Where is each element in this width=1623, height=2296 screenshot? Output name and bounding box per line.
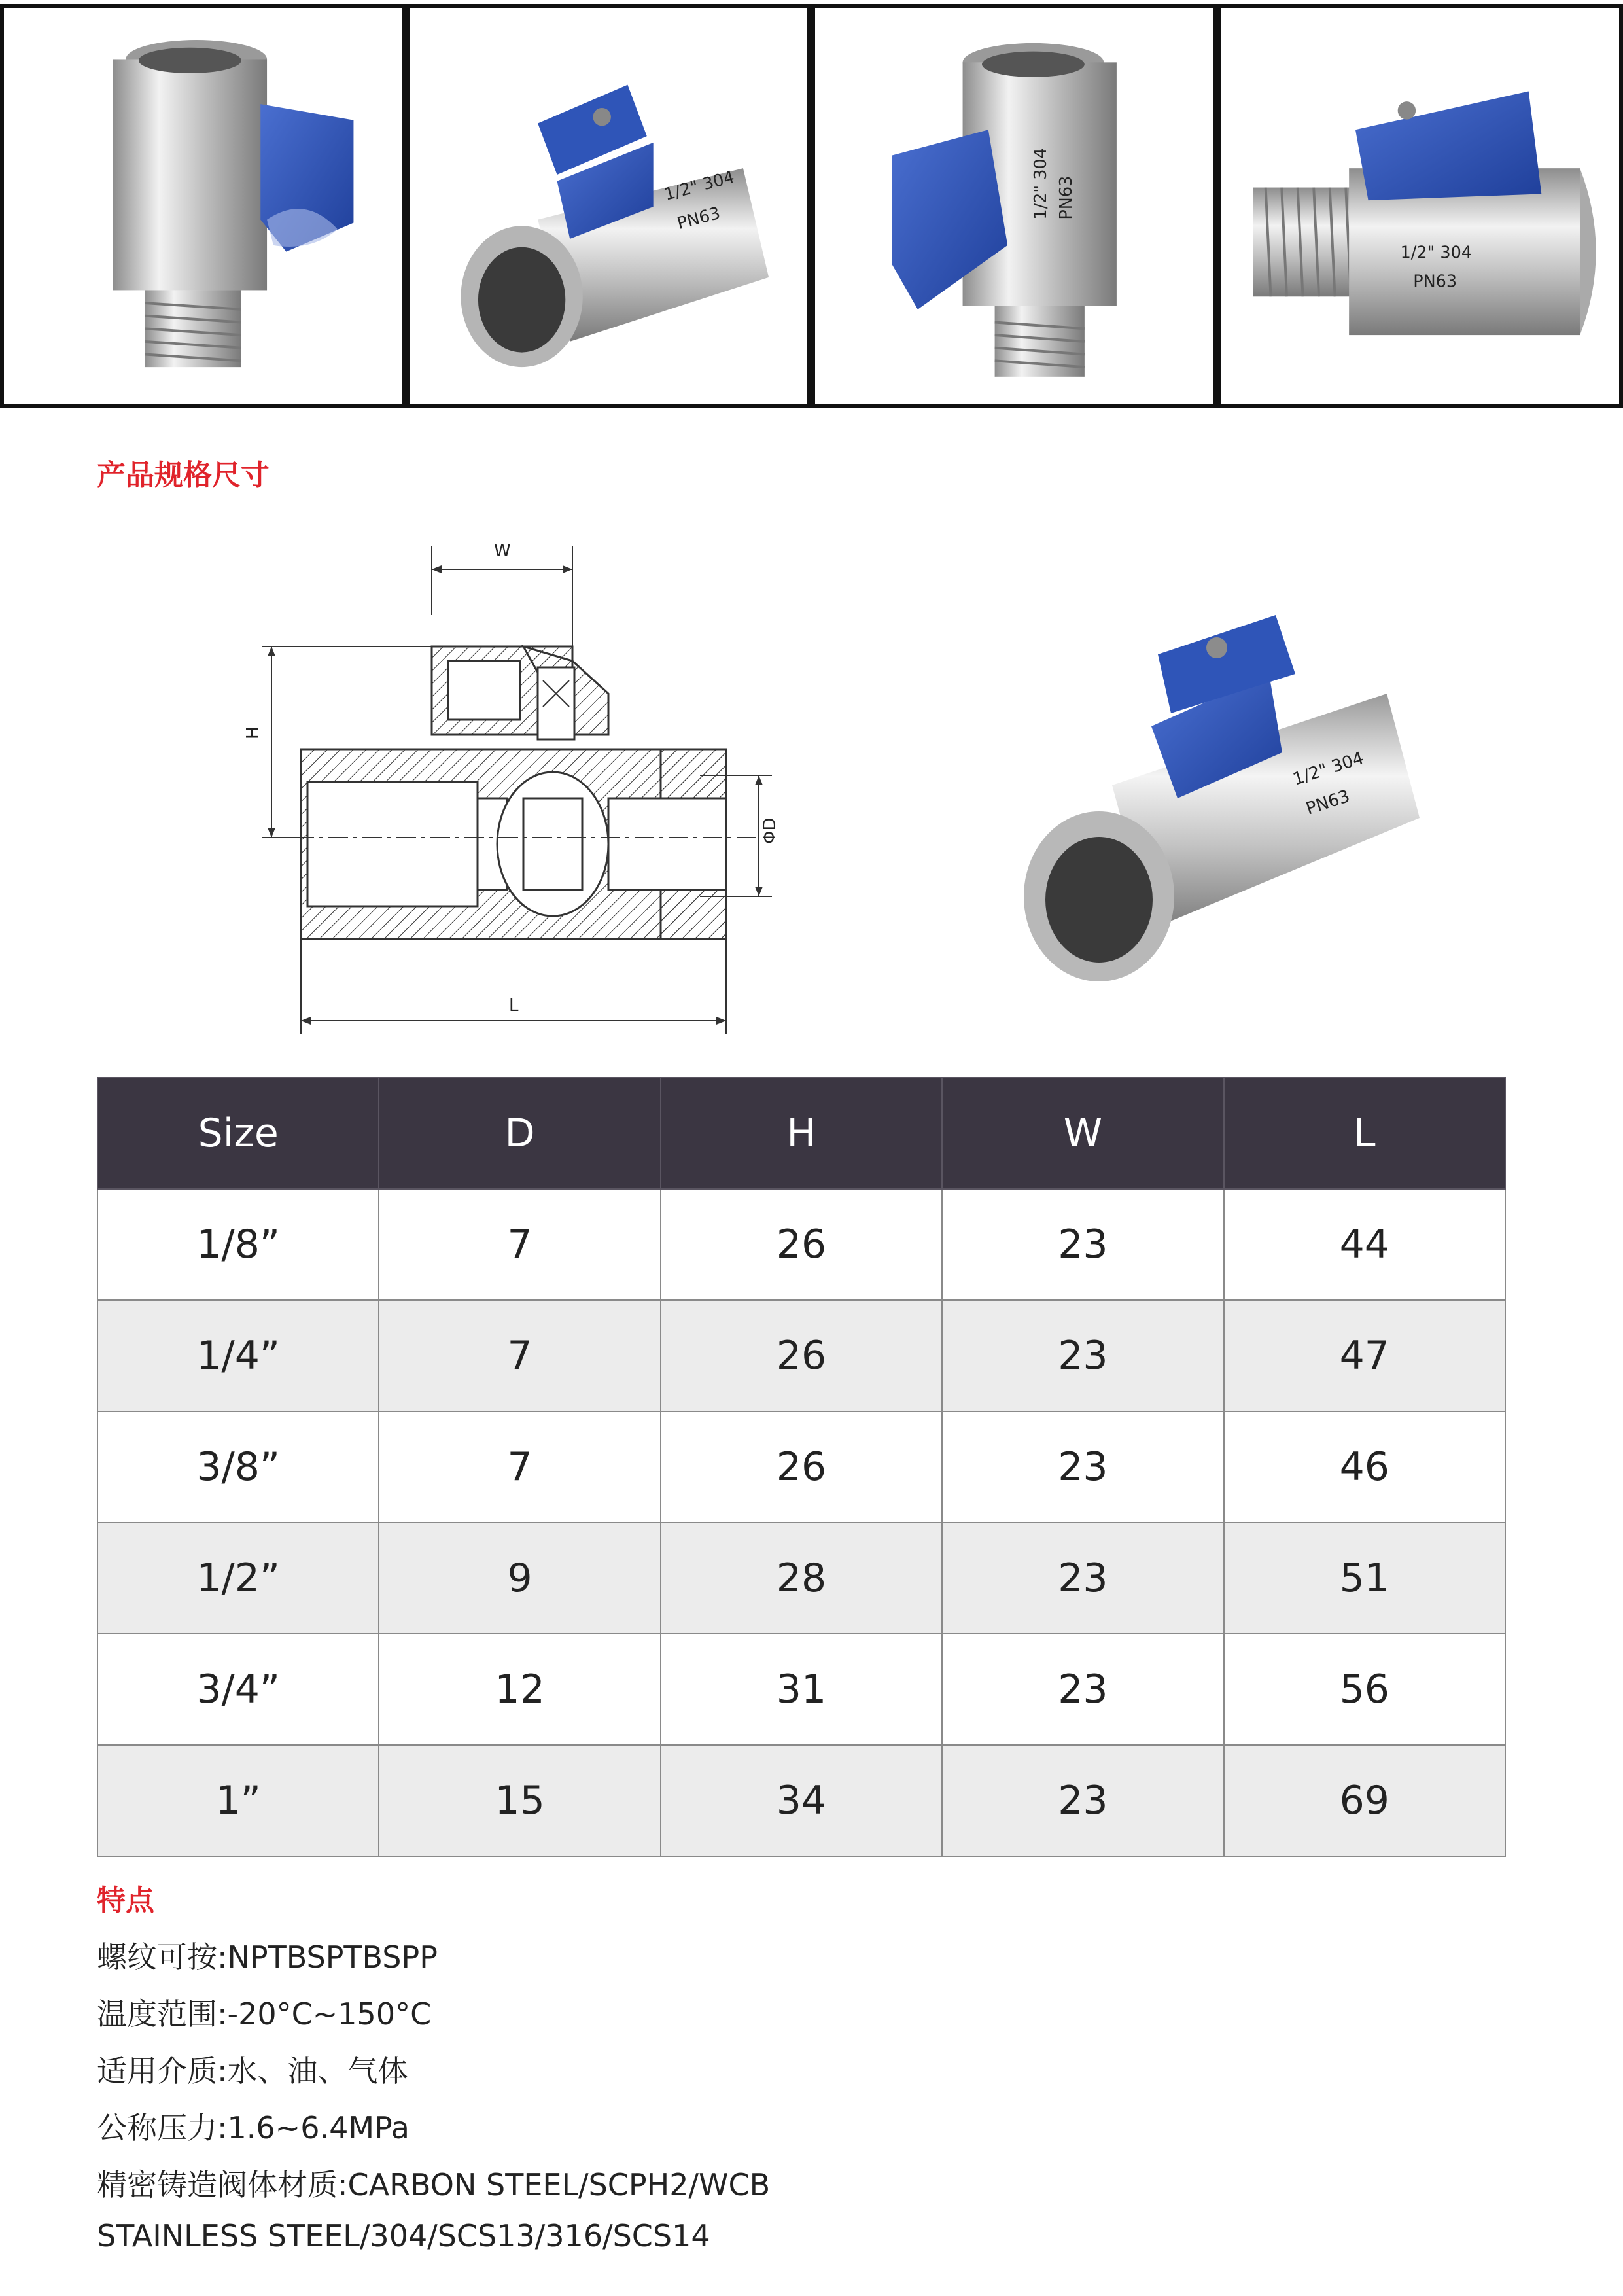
- cell-l: 44: [1224, 1189, 1505, 1300]
- valve-photo-4: [1221, 8, 1619, 404]
- technical-drawing: [242, 523, 805, 1047]
- cell-size: 1/4”: [97, 1300, 379, 1411]
- table-row: [97, 1411, 1505, 1523]
- cell-h: 26: [661, 1411, 942, 1523]
- cell-h: 26: [661, 1300, 942, 1411]
- cell-l: 51: [1224, 1523, 1505, 1634]
- spec-section-title: 产品规格尺寸: [97, 459, 270, 492]
- photo-valve-side-4: [1217, 4, 1623, 408]
- valve-body: [113, 59, 267, 290]
- render-marking-1: 1/2" 304: [1290, 748, 1367, 790]
- dim-label-w: W: [494, 541, 511, 561]
- feature-line: 螺纹可按:NPTBSPTBSPP: [97, 1939, 438, 1975]
- cell-w: 23: [942, 1523, 1223, 1634]
- features-title: 特点: [97, 1884, 154, 1917]
- valve-photo-3: [815, 8, 1213, 404]
- cell-size: 1”: [97, 1745, 379, 1856]
- cell-l: 47: [1224, 1300, 1505, 1411]
- cell-size: 3/4”: [97, 1634, 379, 1745]
- header-l: L: [1224, 1078, 1505, 1189]
- photo-marking-1: 1/2" 304: [662, 167, 737, 205]
- photo-valve-vertical-3: [811, 4, 1217, 408]
- photo-marking-2: PN63: [1056, 175, 1077, 220]
- cell-size: 1/2”: [97, 1523, 379, 1634]
- product-render: [1021, 589, 1439, 1008]
- feature-line: STAINLESS STEEL/304/SCS13/316/SCS14: [97, 2218, 710, 2253]
- cell-h: 26: [661, 1189, 942, 1300]
- cell-w: 23: [942, 1745, 1223, 1856]
- table-row: [97, 1189, 1505, 1300]
- table-row: [97, 1300, 1505, 1411]
- photo-valve-vertical-1: [0, 4, 406, 408]
- header-size: Size: [97, 1078, 379, 1189]
- cell-l: 69: [1224, 1745, 1505, 1856]
- cell-w: 23: [942, 1634, 1223, 1745]
- cell-h: 31: [661, 1634, 942, 1745]
- cell-size: 1/8”: [97, 1189, 379, 1300]
- cell-h: 34: [661, 1745, 942, 1856]
- blue-handle: [1355, 91, 1541, 200]
- feature-line: 温度范围:-20°C~150°C: [97, 1996, 432, 2032]
- feature-line: 精密铸造阀体材质:CARBON STEEL/SCPH2/WCB: [97, 2167, 771, 2202]
- dim-label-h: H: [243, 726, 263, 739]
- header-w: W: [942, 1078, 1223, 1189]
- table-row: [97, 1745, 1505, 1856]
- cell-size: 3/8”: [97, 1411, 379, 1523]
- dim-label-l: L: [509, 996, 519, 1016]
- photo-marking-1: 1/2" 304: [1400, 243, 1473, 263]
- valve-photo-1: [4, 8, 402, 404]
- table-row: [97, 1523, 1505, 1634]
- cell-w: 23: [942, 1300, 1223, 1411]
- photo-valve-angled-2: [406, 4, 811, 408]
- cell-l: 56: [1224, 1634, 1505, 1745]
- cell-h: 28: [661, 1523, 942, 1634]
- table-header-row: [97, 1078, 1505, 1189]
- photo-marking-1: 1/2" 304: [1031, 148, 1051, 220]
- cell-d: 7: [379, 1411, 660, 1523]
- cell-d: 9: [379, 1523, 660, 1634]
- feature-line: 公称压力:1.6~6.4MPa: [97, 2110, 410, 2146]
- photo-gallery: [0, 0, 1623, 414]
- cell-d: 12: [379, 1634, 660, 1745]
- header-h: H: [661, 1078, 942, 1189]
- cell-d: 7: [379, 1300, 660, 1411]
- cell-l: 46: [1224, 1411, 1505, 1523]
- photo-marking-2: PN63: [1413, 272, 1457, 292]
- table-row: [97, 1634, 1505, 1745]
- dim-label-d: ΦD: [760, 817, 780, 844]
- spec-table: [97, 1077, 1506, 1857]
- header-d: D: [379, 1078, 660, 1189]
- feature-line: 适用介质:水、油、气体: [97, 2053, 408, 2089]
- cell-d: 15: [379, 1745, 660, 1856]
- render-marking-2: PN63: [1303, 786, 1353, 819]
- valve-photo-2: [410, 8, 807, 404]
- cell-d: 7: [379, 1189, 660, 1300]
- cell-w: 23: [942, 1411, 1223, 1523]
- photo-marking-2: PN63: [674, 203, 723, 234]
- cell-w: 23: [942, 1189, 1223, 1300]
